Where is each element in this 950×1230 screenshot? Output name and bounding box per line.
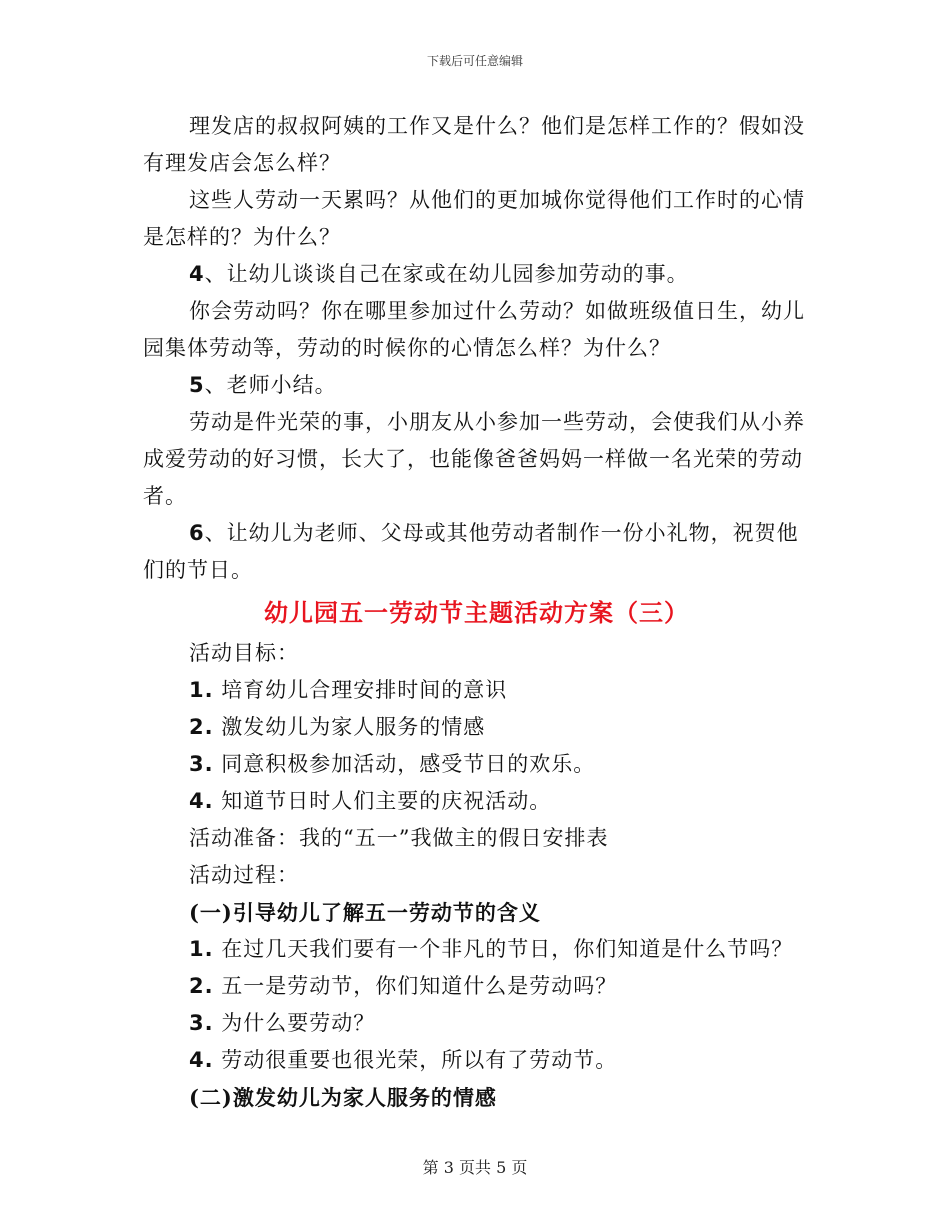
list-number: 2. [189, 974, 214, 998]
list-text: 激发幼儿为家人服务的情感 [221, 715, 486, 739]
step-1-title: (一)引导幼儿了解五一劳动节的含义 [189, 900, 541, 925]
list-number: 2. [189, 715, 214, 739]
list-text: 在过几天我们要有一个非凡的节日，你们知道是什么节吗？ [221, 937, 794, 961]
list-text: 五一是劳动节，你们知道什么是劳动吗？ [221, 974, 618, 998]
page-footer: 第 3 页共 5 页 [422, 1158, 528, 1177]
list-number: 1. [189, 678, 214, 702]
list-text: 、让幼儿谈谈自己在家或在幼儿园参加劳动的事。 [204, 262, 689, 286]
list-text: 同意积极参加活动，感受节日的欢乐。 [221, 752, 596, 776]
list-number: 3. [189, 1011, 214, 1035]
list-text: 、老师小结。 [204, 373, 337, 397]
goal-item [143, 709, 810, 746]
page-header: 下载后可任意编辑 [426, 54, 523, 68]
step-2-title: (二)激发幼儿为家人服务的情感 [189, 1085, 497, 1110]
document-body [143, 108, 810, 1116]
paragraph-summary: 劳动是件光荣的事，小朋友从小参加一些劳动，会使我们从小养成爱劳动的好习惯，长大了，也能像爸爸妈妈一样做一名光荣的劳动者。 [143, 410, 805, 508]
list-item-5 [143, 367, 810, 404]
list-number: 4. [189, 1048, 214, 1072]
paragraph-tired: 这些人劳动一天累吗？从他们的更加城你觉得他们工作时的心情是怎样的？为什么？ [143, 188, 805, 249]
goals-label: 活动目标： [189, 641, 299, 665]
list-number: 4. [189, 789, 214, 813]
process-label: 活动过程： [189, 863, 299, 887]
list-text: 知道节日时人们主要的庆祝活动。 [221, 789, 552, 813]
list-number: 3. [189, 752, 214, 776]
list-number: 1. [189, 937, 214, 961]
step-item [143, 968, 810, 1005]
goal-item [143, 783, 810, 820]
step-item [143, 1042, 810, 1079]
preparation: 活动准备：我的“五一”我做主的假日安排表 [189, 826, 609, 850]
list-text: 培育幼儿合理安排时间的意识 [221, 678, 508, 702]
list-item-6 [143, 515, 810, 589]
list-text: 、让幼儿为老师、父母或其他劳动者制作一份小礼物，祝贺他们的节日。 [143, 521, 799, 582]
paragraph-can-you-work: 你会劳动吗？你在哪里参加过什么劳动？如做班级值日生，幼儿园集体劳动等，劳动的时候你的心情怎么样？为什么？ [143, 299, 805, 360]
list-number: 6 [189, 521, 205, 545]
paragraph-barber: 理发店的叔叔阿姨的工作又是什么？他们是怎样工作的？假如没有理发店会怎么样？ [143, 114, 805, 175]
list-number: 4 [189, 262, 205, 286]
goal-item [143, 672, 810, 709]
section-title: 幼儿园五一劳动节主题活动方案（三） [264, 599, 689, 627]
goal-item [143, 746, 810, 783]
list-number: 5 [189, 373, 205, 397]
list-text: 劳动很重要也很光荣，所以有了劳动节。 [221, 1048, 618, 1072]
step-item [143, 931, 810, 968]
list-text: 为什么要劳动？ [221, 1011, 376, 1035]
list-item-4 [143, 256, 810, 293]
step-item [143, 1005, 810, 1042]
